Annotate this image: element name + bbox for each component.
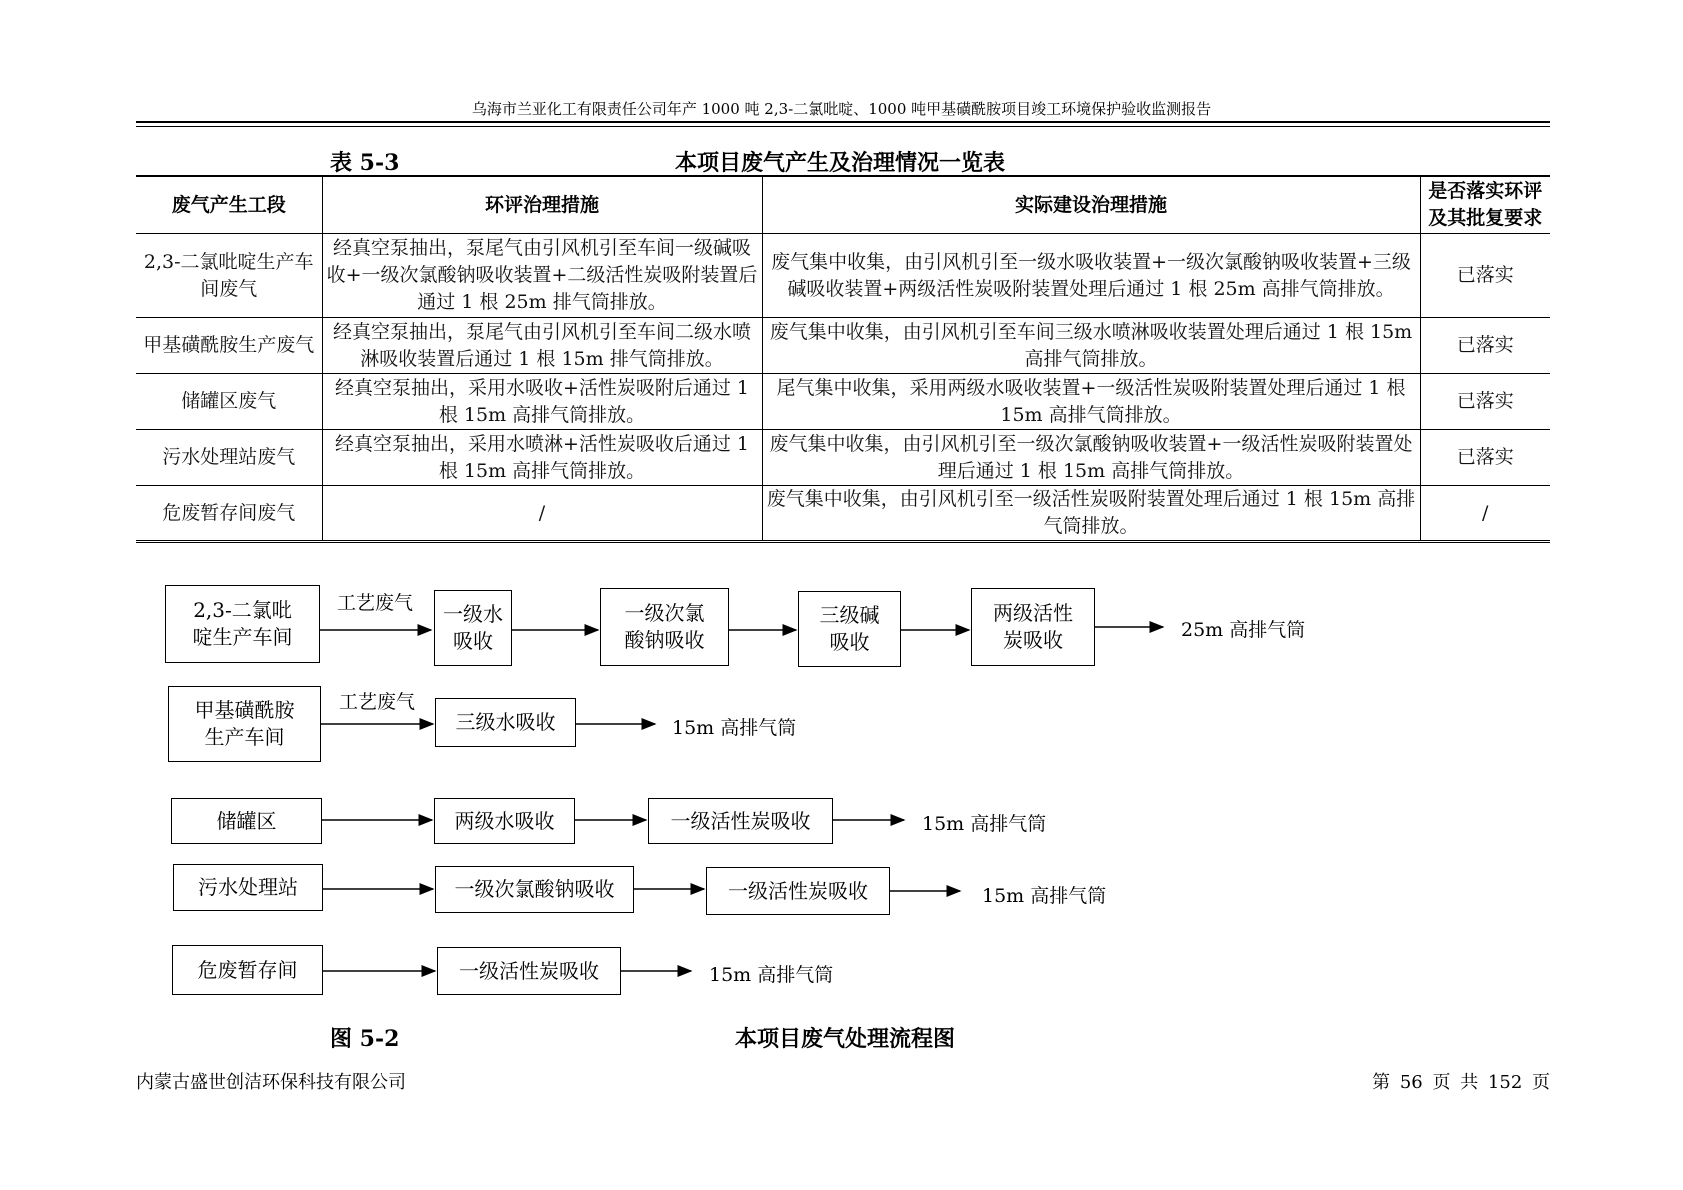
cell-stage: 储罐区废气 xyxy=(136,374,322,430)
flow-step-label: 三级水吸收 xyxy=(455,710,556,734)
flow-step-label: 一级活性炭吸收 xyxy=(728,878,868,903)
cell-status: 已落实 xyxy=(1420,318,1550,374)
flow-step-box xyxy=(435,866,634,913)
cell-eia: 经真空泵抽出，泵尾气由引风机引至车间二级水喷淋吸收装置后通过 1 根 15m 排气筒排放。 xyxy=(322,318,762,374)
cell-status: 已落实 xyxy=(1420,374,1550,430)
flow-step-label: 两级活性炭吸收 xyxy=(993,601,1073,652)
flow-source-label: 污水处理站 xyxy=(198,875,298,899)
figure-number: 图 5-2 xyxy=(330,1026,400,1052)
cell-actual: 废气集中收集，由引风机引至一级次氯酸钠吸收装置+一级活性炭吸附装置处理后通过 1 根 15m 高排气筒排放。 xyxy=(762,430,1420,486)
flow-step-box xyxy=(600,588,729,666)
column-header: 环评治理措施 xyxy=(322,176,762,234)
flow-step-label: 一级次氯酸钠吸收 xyxy=(454,877,615,901)
flow-step-label: 一级活性炭吸收 xyxy=(670,808,811,833)
column-header: 是否落实环评及其批复要求 xyxy=(1420,176,1550,234)
flow-step-box xyxy=(706,867,890,915)
flow-process-gas-label: 工艺废气 xyxy=(339,691,416,713)
flow-step-label: 一级次氯酸钠吸收 xyxy=(624,601,705,652)
flow-source-methanesulfonamide-workshop xyxy=(168,686,321,762)
cell-stage: 甲基磺酰胺生产废气 xyxy=(136,318,322,374)
flow-step-label: 一级活性炭吸收 xyxy=(459,958,599,983)
cell-eia: / xyxy=(322,486,762,542)
flow-step-box xyxy=(648,798,833,844)
flow-step-label: 两级水吸收 xyxy=(454,808,555,833)
cell-status: 已落实 xyxy=(1420,430,1550,486)
cell-eia: 经真空泵抽出，采用水吸收+活性炭吸附后通过 1 根 15m 高排气筒排放。 xyxy=(322,374,762,430)
cell-stage: 污水处理站废气 xyxy=(136,430,322,486)
flow-source-label: 甲基磺酰胺生产车间 xyxy=(194,698,295,749)
flow-source-hazardous-waste-storage xyxy=(172,945,323,995)
flow-source-label: 2,3-二氯吡啶生产车间 xyxy=(192,598,293,649)
flow-outlet-stack: 25m 高排气筒 xyxy=(1181,619,1306,641)
flow-outlet-stack: 15m 高排气筒 xyxy=(922,813,1047,835)
flow-step-box xyxy=(435,698,576,747)
cell-actual: 废气集中收集，由引风机引至一级活性炭吸附装置处理后通过 1 根 15m 高排气筒排放。 xyxy=(762,486,1420,542)
flow-source-label: 储罐区 xyxy=(216,808,277,833)
flow-process-gas-label: 工艺废气 xyxy=(337,592,414,614)
cell-stage: 危废暂存间废气 xyxy=(136,486,322,542)
flow-step-label: 一级水吸收 xyxy=(443,602,503,653)
footer-page-number: 第 56 页 共 152 页 xyxy=(1372,1072,1550,1093)
flow-outlet-stack: 15m 高排气筒 xyxy=(709,964,834,986)
table-number: 表 5-3 xyxy=(330,150,400,176)
figure-title: 本项目废气处理流程图 xyxy=(735,1027,956,1052)
column-header: 废气产生工段 xyxy=(136,176,322,234)
flow-outlet-stack: 15m 高排气筒 xyxy=(672,717,797,739)
flow-source-wastewater-station xyxy=(173,864,323,911)
cell-status: 已落实 xyxy=(1420,234,1550,318)
flow-outlet-stack: 15m 高排气筒 xyxy=(982,885,1107,907)
flow-step-box xyxy=(971,588,1095,666)
flow-step-label: 三级碱吸收 xyxy=(819,603,880,654)
flow-step-box xyxy=(434,798,575,844)
cell-stage: 2,3-二氯吡啶生产车间废气 xyxy=(136,234,322,318)
report-header-title: 乌海市兰亚化工有限责任公司年产 1000 吨 2,3-二氯吡啶、1000 吨甲基磺酰胺项目竣工环境保护验收监测报告 xyxy=(471,100,1212,118)
flow-step-box xyxy=(437,947,621,995)
cell-actual: 废气集中收集，由引风机引至车间三级水喷淋吸收装置处理后通过 1 根 15m 高排气筒排放。 xyxy=(762,318,1420,374)
flow-source-label: 危废暂存间 xyxy=(197,957,298,982)
flow-source-tank-farm xyxy=(171,798,322,844)
cell-eia: 经真空泵抽出，采用水喷淋+活性炭吸收后通过 1 根 15m 高排气筒排放。 xyxy=(322,430,762,486)
cell-actual: 废气集中收集，由引风机引至一级水吸收装置+一级次氯酸钠吸收装置+三级碱吸收装置+两级活性炭吸附装置处理后通过 1 根 25m 高排气筒排放。 xyxy=(762,234,1420,318)
cell-eia: 经真空泵抽出，泵尾气由引风机引至车间一级碱吸收+一级次氯酸钠吸收装置+二级活性炭吸附装置后通过 1 根 25m 排气筒排放。 xyxy=(322,234,762,318)
flow-step-box xyxy=(798,591,901,667)
cell-actual: 尾气集中收集，采用两级水吸收装置+一级活性炭吸附装置处理后通过 1 根 15m 高排气筒排放。 xyxy=(762,374,1420,430)
flow-source-dichloropyridine-workshop xyxy=(165,585,320,663)
cell-status: / xyxy=(1420,486,1550,542)
table-title: 本项目废气产生及治理情况一览表 xyxy=(675,151,1006,176)
flow-step-box xyxy=(434,590,512,666)
column-header: 实际建设治理措施 xyxy=(762,176,1420,234)
footer-company: 内蒙古盛世创洁环保科技有限公司 xyxy=(136,1072,406,1093)
